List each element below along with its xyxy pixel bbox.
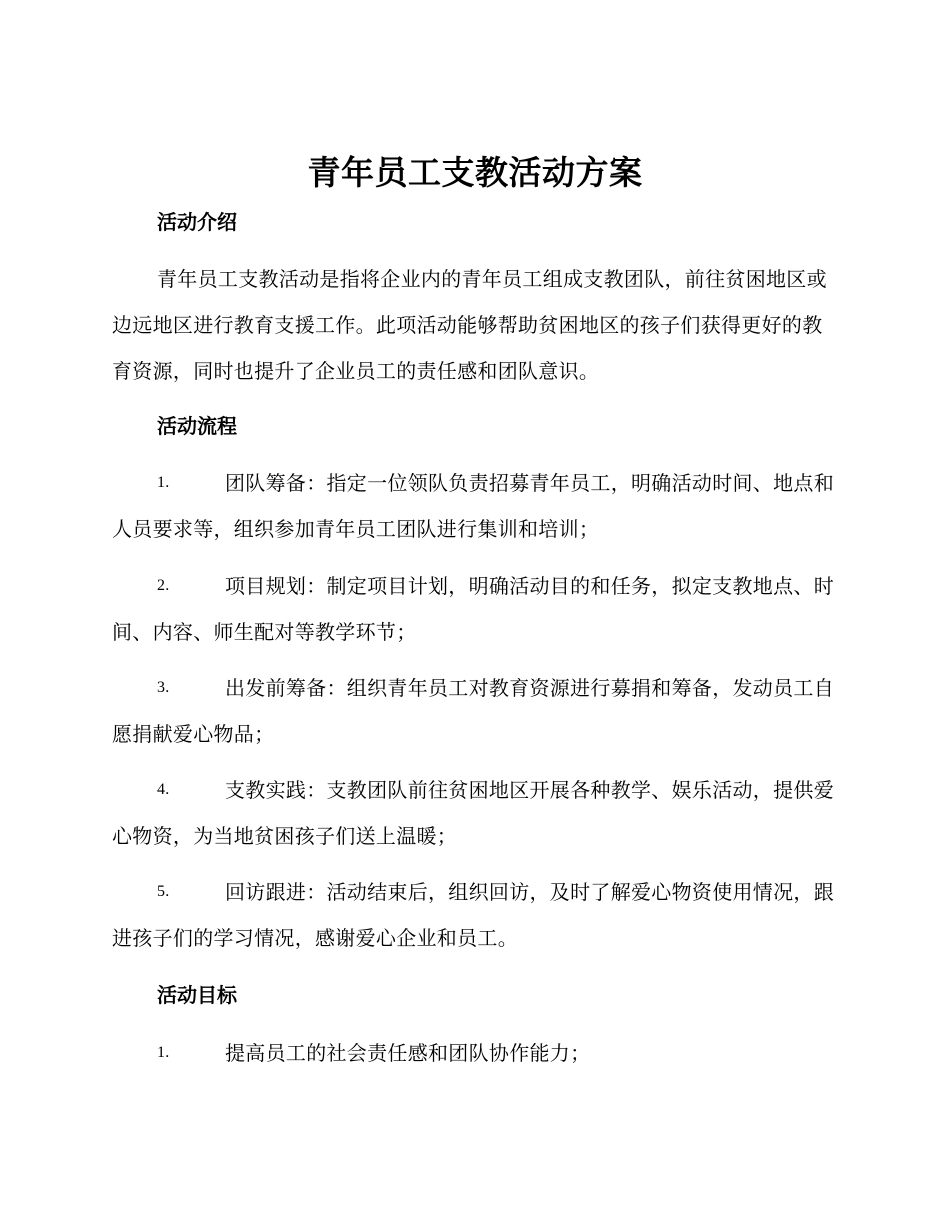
goal-item — [112, 1030, 834, 1076]
document-title: 青年员工支教活动方案 — [307, 153, 643, 192]
section-heading-process: 活动流程 — [157, 414, 237, 438]
section-heading-intro: 活动介绍 — [157, 210, 237, 234]
process-item — [112, 869, 834, 961]
list-number: 5. — [157, 883, 170, 900]
process-item — [112, 665, 834, 757]
process-item — [112, 460, 834, 552]
process-item — [112, 767, 834, 859]
list-item-text: 团队筹备：指定一位领队负责招募青年员工，明确活动时间、地点和人员要求等，组织参加青年员工团队进行集训和培训； — [112, 471, 834, 541]
process-item — [112, 563, 834, 655]
section-heading-goals: 活动目标 — [157, 983, 237, 1007]
list-number: 4. — [157, 781, 170, 798]
list-item-text: 出发前筹备：组织青年员工对教育资源进行募捐和筹备，发动员工自愿捐献爱心物品； — [112, 676, 834, 746]
list-item-text: 提高员工的社会责任感和团队协作能力； — [225, 1041, 591, 1065]
list-item-text: 回访跟进：活动结束后，组织回访，及时了解爱心物资使用情况，跟进孩子们的学习情况，感谢爱心企业和员工。 — [112, 880, 834, 950]
list-number: 3. — [157, 679, 170, 696]
list-item-text: 项目规划：制定项目计划，明确活动目的和任务，拟定支教地点、时间、内容、师生配对等教学环节； — [112, 574, 834, 644]
list-item-text: 支教实践：支教团队前往贫困地区开展各种教学、娱乐活动，提供爱心物资，为当地贫困孩子们送上温暖； — [112, 778, 834, 848]
list-number: 2. — [157, 577, 170, 594]
intro-paragraph: 青年员工支教活动是指将企业内的青年员工组成支教团队，前往贫困地区或边远地区进行教育支援工作。此项活动能够帮助贫困地区的孩子们获得更好的教育资源，同时也提升了企业员工的责任感和团队意识。 — [112, 267, 827, 383]
list-number: 1. — [157, 474, 170, 491]
list-number: 1. — [157, 1044, 170, 1061]
